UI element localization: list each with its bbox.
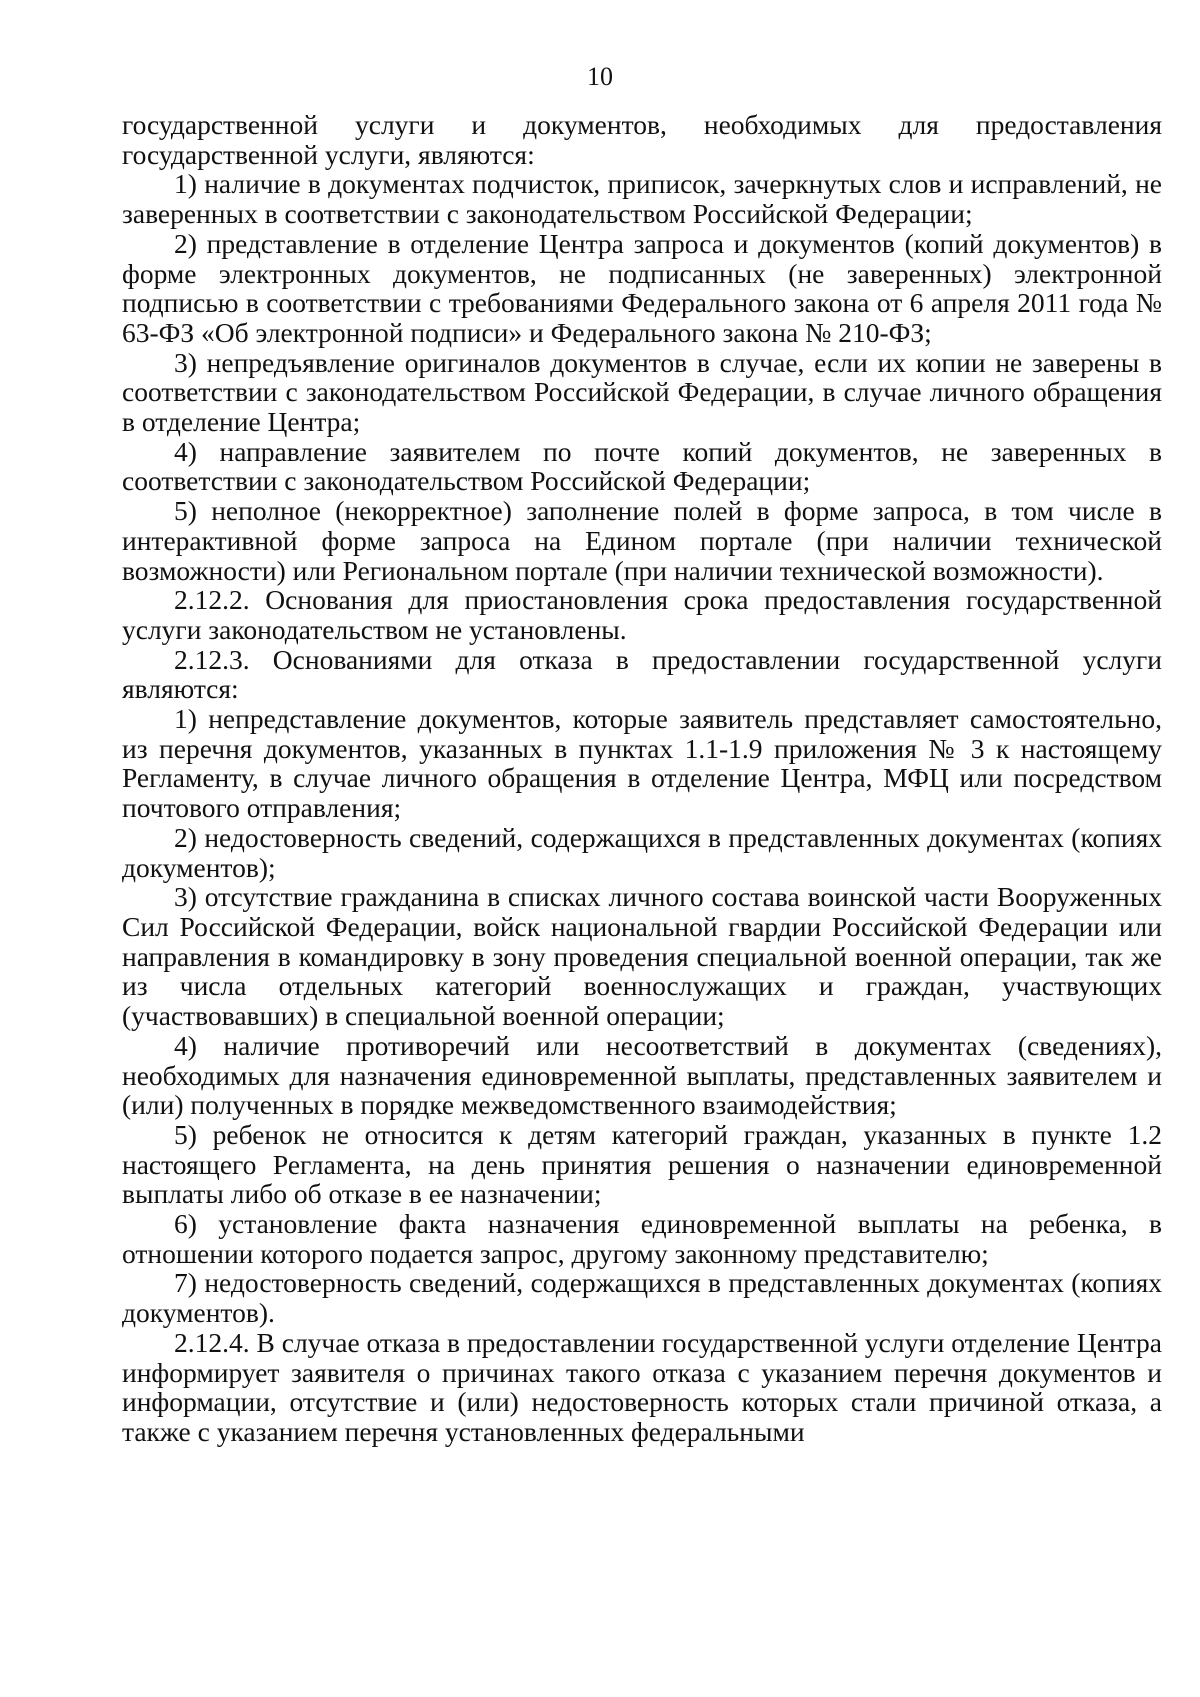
paragraph-denial-item-3: 3) отсутствие гражданина в списках личного состава воинской части Вооруженных Сил Российской Федерации, войск национальной гвардии Российской Федерации или направления в командировку в зону проведения специальной военной операции, так же из числа отдельных категорий военнослужащих и граждан, участвующих (участвовавших) в специальной военной операции;	[122, 881, 1162, 1032]
paragraph-denial-item-7: 7) недостоверность сведений, содержащихся в представленных документах (копиях документов).	[122, 1267, 1162, 1329]
paragraph-refusal-item-2: 2) представление в отделение Центра запроса и документов (копий документов) в форме электронных документов, не подписанных (не заверенных) электронной подписью в соответствии с требованиями Федерального закона от 6 апреля 2011 года № 63-ФЗ «Об электронной подписи» и Федерального закона № 210-ФЗ;	[122, 227, 1162, 348]
paragraph-denial-item-4: 4) наличие противоречий или несоответствий в документах (сведениях), необходимых для назначения единовременной выплаты, представленных заявителем и (или) полученных в порядке межведомственного взаимодействия;	[122, 1029, 1162, 1121]
paragraph-denial-item-6: 6) установление факта назначения единовременной выплаты на ребенка, в отношении которого подается запрос, другому законному представителю;	[122, 1208, 1162, 1269]
paragraph-denial-item-1: 1) непредставление документов, которые заявитель представляет самостоятельно, из перечня документов, указанных в пунктах 1.1-1.9 приложения № 3 к настоящему Регламенту, в случае личного обращения в отделение Центра, МФЦ или посредством почтового отправления;	[122, 703, 1162, 824]
paragraph-refusal-item-3: 3) непредъявление оригиналов документов в случае, если их копии не заверены в соответствии с законодательством Российской Федерации, в случае личного обращения в отделение Центра;	[122, 346, 1162, 438]
paragraph-refusal-item-1: 1) наличие в документах подчисток, приписок, зачеркнутых слов и исправлений, не заверенных в соответствии с законодательством Российской Федерации;	[122, 168, 1162, 230]
paragraph-denial-item-5: 5) ребенок не относится к детям категорий граждан, указанных в пункте 1.2 настоящего Регламента, на день принятия решения о назначении единовременной выплаты либо об отказе в ее назначении;	[122, 1118, 1162, 1210]
page-number: 10	[587, 62, 613, 91]
paragraph-2-12-4: 2.12.4. В случае отказа в предоставлении государственной услуги отделение Центра информирует заявителя о причинах такого отказа с указанием перечня документов и информации, отсутствие и (или) недостоверность которых стали причиной отказа, а также с указанием перечня установленных федеральными	[122, 1326, 1162, 1447]
paragraph-2-12-3: 2.12.3. Основаниями для отказа в предоставлении государственной услуги являются:	[122, 643, 1162, 705]
paragraph-refusal-item-4: 4) направление заявителем по почте копий документов, не заверенных в соответствии с законодательством Российской Федерации;	[122, 435, 1162, 497]
paragraph-2-12-2: 2.12.2. Основания для приостановления срока предоставления государственной услуги законодательством не установлены.	[122, 584, 1162, 645]
paragraph-refusal-item-5: 5) неполное (некорректное) заполнение полей в форме запроса, в том числе в интерактивной форме запроса на Едином портале (при наличии технической возможности) или Региональном портале (при наличии технической возможности).	[122, 495, 1162, 586]
paragraph-denial-item-2: 2) недостоверность сведений, содержащихся в представленных документах (копиях документов);	[122, 821, 1162, 883]
paragraph-continuation: государственной услуги и документов, необходимых для предоставления государственной услуги, являются:	[122, 109, 1162, 170]
document-body	[122, 110, 1162, 1447]
